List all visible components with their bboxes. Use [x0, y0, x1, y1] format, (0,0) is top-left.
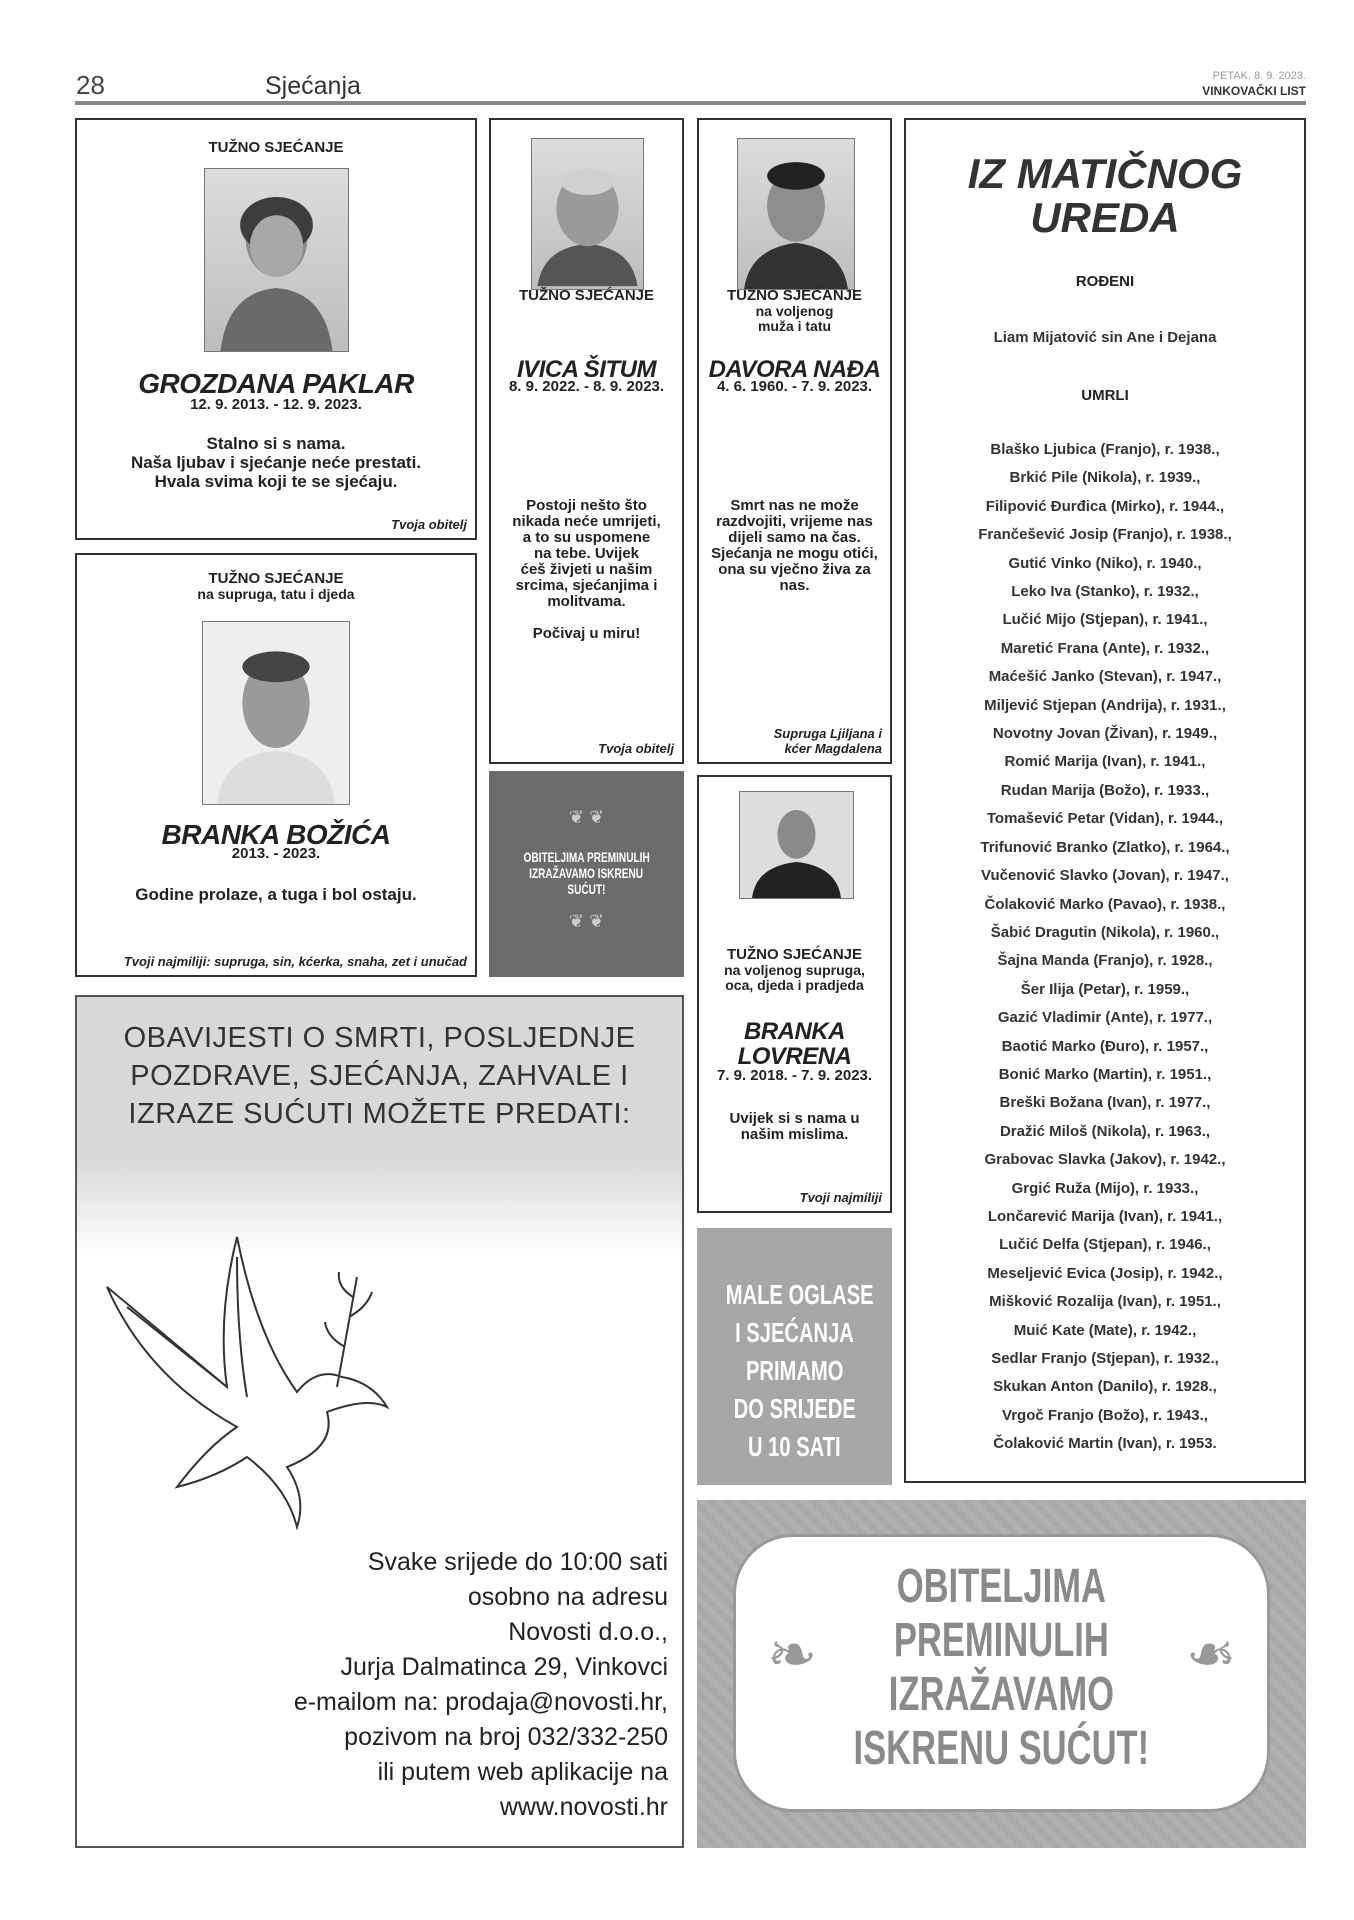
dates: 2013. - 2023. — [231, 845, 321, 862]
condolence-line: IZRAŽAVAMO ISKRENU — [529, 865, 644, 881]
condolence-box-large — [697, 1500, 1306, 1848]
ads-line: MALE OGLASE — [725, 1279, 874, 1310]
died-entry: Gazić Vladimir (Ante), r. 1977., — [997, 1009, 1213, 1027]
message-line: Postoji nešto što — [526, 497, 647, 514]
card-heading: TUŽNO SJEĆANJE — [726, 287, 863, 304]
section-title: Sjećanja — [265, 72, 361, 100]
died-entry: Tomašević Petar (Vidan), r. 1944., — [986, 810, 1224, 828]
message-closing: Počivaj u miru! — [532, 625, 641, 642]
died-entry: Lučić Mijo (Stjepan), r. 1941., — [1002, 611, 1208, 629]
card-heading: TUŽNO SJEĆANJE — [208, 570, 344, 587]
message-line: dijeli samo na čas. — [728, 529, 861, 546]
signature-line: Supruga Ljiljana i — [773, 726, 882, 741]
died-entry: Mišković Rozalija (Ivan), r. 1951., — [989, 1293, 1221, 1311]
registry-title: UREDA — [1030, 194, 1180, 241]
dove-icon — [87, 1197, 417, 1547]
deceased-name: BRANKA BOŽIĆA — [161, 819, 391, 850]
signature: Tvoja obitelj — [598, 741, 674, 756]
message-line: našim mislima. — [740, 1126, 849, 1143]
ads-deadline-box — [697, 1228, 892, 1485]
died-entry: Čolaković Martin (Ivan), r. 1953. — [993, 1435, 1217, 1453]
message-line: Sjećanja ne mogu otići, — [711, 545, 878, 562]
died-entry: Bonić Marko (Martin), r. 1951., — [998, 1065, 1212, 1083]
registry-title: IZ MATIČNOG — [967, 150, 1243, 197]
died-entry: Šabić Dragutin (Nikola), r. 1960., — [990, 923, 1220, 941]
info-line: Svake srijede do 10:00 sati — [367, 1548, 668, 1576]
born-heading: ROĐENI — [1075, 273, 1135, 290]
dates: 4. 6. 1960. - 7. 9. 2023. — [716, 378, 873, 395]
condolence-line: OBITELJIMA PREMINULIH — [523, 849, 650, 865]
dates: 7. 9. 2018. - 7. 9. 2023. — [716, 1067, 873, 1084]
died-entry: Maretić Frana (Ante), r. 1932., — [1000, 639, 1210, 657]
died-entry: Sedlar Franjo (Stjepan), r. 1932., — [991, 1350, 1219, 1367]
portrait-photo — [737, 138, 855, 290]
card-heading: TUŽNO SJEĆANJE — [518, 287, 655, 304]
message-line: razdvojiti, vrijeme nas — [716, 513, 873, 530]
died-entry: Filipović Đurđica (Mirko), r. 1944., — [985, 497, 1225, 515]
died-entry: Šajna Manda (Franjo), r. 1928., — [997, 952, 1213, 970]
card-subheading: muža i tatu — [757, 318, 832, 334]
deceased-name: DAVORA NAĐA — [708, 356, 881, 383]
portrait-photo — [531, 138, 644, 290]
message-line: a to su uspomene — [522, 529, 651, 546]
info-line: Novosti d.o.o., — [508, 1618, 668, 1646]
message-line: molitvama. — [547, 593, 626, 610]
website-link[interactable]: www.novosti.hr — [499, 1793, 668, 1821]
deceased-name: BRANKA — [744, 1018, 845, 1045]
died-entry: Brkić Pile (Nikola), r. 1939., — [1009, 469, 1201, 487]
laurel-icon: ❦ ❦ — [568, 911, 605, 931]
dates: 8. 9. 2022. - 8. 9. 2023. — [508, 378, 665, 395]
message-line: Uvijek si s nama u — [729, 1110, 860, 1127]
message-line: nas. — [779, 577, 810, 594]
ads-line: DO SRIJEDE — [733, 1393, 856, 1424]
message-line: Hvala svima koji te se sjećaju. — [154, 472, 398, 491]
portrait-photo — [739, 791, 854, 899]
card-heading: TUŽNO SJEĆANJE — [726, 946, 863, 963]
portrait-photo — [202, 621, 350, 805]
deceased-name: LOVRENA — [737, 1043, 852, 1070]
message: Godine prolaze, a tuga i bol ostaju. — [135, 885, 417, 904]
card-subheading: na voljenog — [755, 303, 834, 319]
memorial-card-grozdana — [75, 118, 477, 540]
condolence-line: OBITELJIMA — [896, 1560, 1107, 1613]
message-line: na tebe. Uvijek — [533, 545, 640, 562]
info-title-line: IZRAZE SUĆUTI MOŽETE PREDATI: — [128, 1098, 631, 1130]
memorial-card-branko-lovren — [697, 775, 892, 1213]
card-heading: TUŽNO SJEĆANJE — [208, 139, 344, 156]
memorial-card-ivica — [489, 118, 684, 764]
condolence-line: SUĆUT! — [567, 881, 606, 897]
condolence-box-small — [489, 771, 684, 977]
memorial-card-branko-bozic — [75, 553, 477, 977]
died-entry: Romić Marija (Ivan), r. 1941., — [1004, 753, 1206, 771]
died-entry: Lončarević Marija (Ivan), r. 1941., — [987, 1207, 1223, 1225]
message-line: nikada neće umrijeti, — [512, 513, 661, 530]
registry-office-panel — [904, 118, 1306, 1483]
card-subheading: oca, djeda i pradjeda — [725, 977, 864, 993]
signature-line: kćer Magdalena — [784, 741, 882, 756]
header-rule — [75, 101, 1306, 105]
card-subheading: na supruga, tatu i djeda — [197, 586, 355, 602]
died-entry: Trifunović Branko (Zlatko), r. 1964., — [980, 838, 1230, 856]
info-line: Jurja Dalmatinca 29, Vinkovci — [340, 1653, 668, 1681]
info-line: ili putem web aplikacije na — [377, 1758, 668, 1786]
died-entry: Maćešić Janko (Stevan), r. 1947., — [988, 668, 1222, 686]
card-subheading: na voljenog supruga, — [724, 962, 865, 978]
deceased-name: GROZDANA PAKLAR — [138, 368, 414, 399]
signature: Tvoji najmiliji: supruga, sin, kćerka, snaha, zet i unučad — [123, 954, 467, 969]
deceased-name: IVICA ŠITUM — [517, 356, 656, 383]
laurel-icon: ❦ ❦ — [568, 807, 605, 827]
died-entry: Rudan Marija (Božo), r. 1933., — [1000, 781, 1210, 799]
died-list — [906, 436, 1304, 1459]
born-entry: Liam Mijatović sin Ane i Dejana — [993, 329, 1217, 346]
info-line: pozivom na broj 032/332-250 — [344, 1723, 668, 1751]
died-entry: Blaško Ljubica (Franjo), r. 1938., — [990, 441, 1220, 458]
died-entry: Leko Iva (Stanko), r. 1932., — [1011, 583, 1199, 601]
message-line: ona su vječno živa za — [718, 561, 871, 578]
ads-line: U 10 SATI — [748, 1431, 841, 1462]
flourish-icon: ❧ — [1185, 1621, 1236, 1688]
message-line: ćeš živjeti u našim — [520, 561, 653, 578]
dates: 12. 9. 2013. - 12. 9. 2023. — [190, 396, 362, 413]
died-entry: Lučić Delfa (Stjepan), r. 1946., — [999, 1236, 1211, 1254]
signature: Tvoja obitelj — [391, 517, 467, 532]
died-entry: Šer Ilija (Petar), r. 1959., — [1020, 980, 1190, 998]
died-entry: Frančešević Josip (Franjo), r. 1938., — [978, 526, 1232, 544]
issue-date: PETAK, 8. 9. 2023. — [1212, 70, 1306, 82]
died-entry: Novotny Jovan (Živan), r. 1949., — [992, 725, 1218, 743]
info-line: osobno na adresu — [467, 1583, 668, 1611]
info-title-line: POZDRAVE, SJEĆANJA, ZAHVALE I — [130, 1060, 629, 1092]
page-number: 28 — [76, 70, 105, 100]
died-entry: Dražić Miloš (Nikola), r. 1963., — [999, 1122, 1211, 1140]
signature: Tvoji najmiliji — [799, 1190, 882, 1205]
died-entry: Skukan Anton (Danilo), r. 1928., — [993, 1378, 1217, 1396]
signature — [774, 726, 882, 756]
condolence-line: ISKRENU SUĆUT! — [853, 1722, 1150, 1775]
flourish-icon: ❧ — [767, 1621, 818, 1688]
info-title-line: OBAVIJESTI O SMRTI, POSLJEDNJE — [123, 1022, 636, 1054]
message-line: Stalno si s nama. — [206, 434, 346, 453]
condolence-line: PREMINULIH — [893, 1614, 1110, 1667]
died-heading: UMRLI — [1081, 387, 1129, 404]
portrait-photo — [204, 168, 349, 352]
submission-info-box — [75, 995, 684, 1848]
ads-line: I SJEĆANJA — [735, 1317, 854, 1348]
message-line: srcima, sjećanjima i — [515, 577, 658, 594]
died-entry: Vučenović Slavko (Jovan), r. 1947., — [981, 867, 1229, 885]
condolence-line: IZRAŽAVAMO — [888, 1668, 1115, 1721]
message-line: Smrt nas ne može — [730, 497, 859, 514]
died-entry: Vrgoč Franjo (Božo), r. 1943., — [1002, 1406, 1208, 1424]
died-entry: Baotić Marko (Đuro), r. 1957., — [1001, 1037, 1209, 1055]
publication-name: VINKOVAČKI LIST — [1202, 84, 1306, 98]
died-entry: Čolaković Marko (Pavao), r. 1938., — [984, 895, 1226, 913]
memorial-card-davor — [697, 118, 892, 764]
email-link[interactable]: e-mailom na: prodaja@novosti.hr, — [293, 1688, 668, 1716]
message-line: Naša ljubav i sjećanje neće prestati. — [130, 453, 422, 472]
died-entry: Meseljević Evica (Josip), r. 1942., — [987, 1264, 1223, 1282]
ads-line: PRIMAMO — [745, 1355, 844, 1386]
died-entry: Muić Kate (Mate), r. 1942., — [1013, 1321, 1197, 1339]
died-entry: Gutić Vinko (Niko), r. 1940., — [1008, 554, 1202, 572]
died-entry: Breški Božana (Ivan), r. 1977., — [999, 1094, 1211, 1112]
died-entry: Grgić Ruža (Mijo), r. 1933., — [1011, 1179, 1199, 1197]
died-entry: Miljević Stjepan (Andrija), r. 1931., — [984, 696, 1226, 714]
died-entry: Grabovac Slavka (Jakov), r. 1942., — [984, 1151, 1226, 1169]
